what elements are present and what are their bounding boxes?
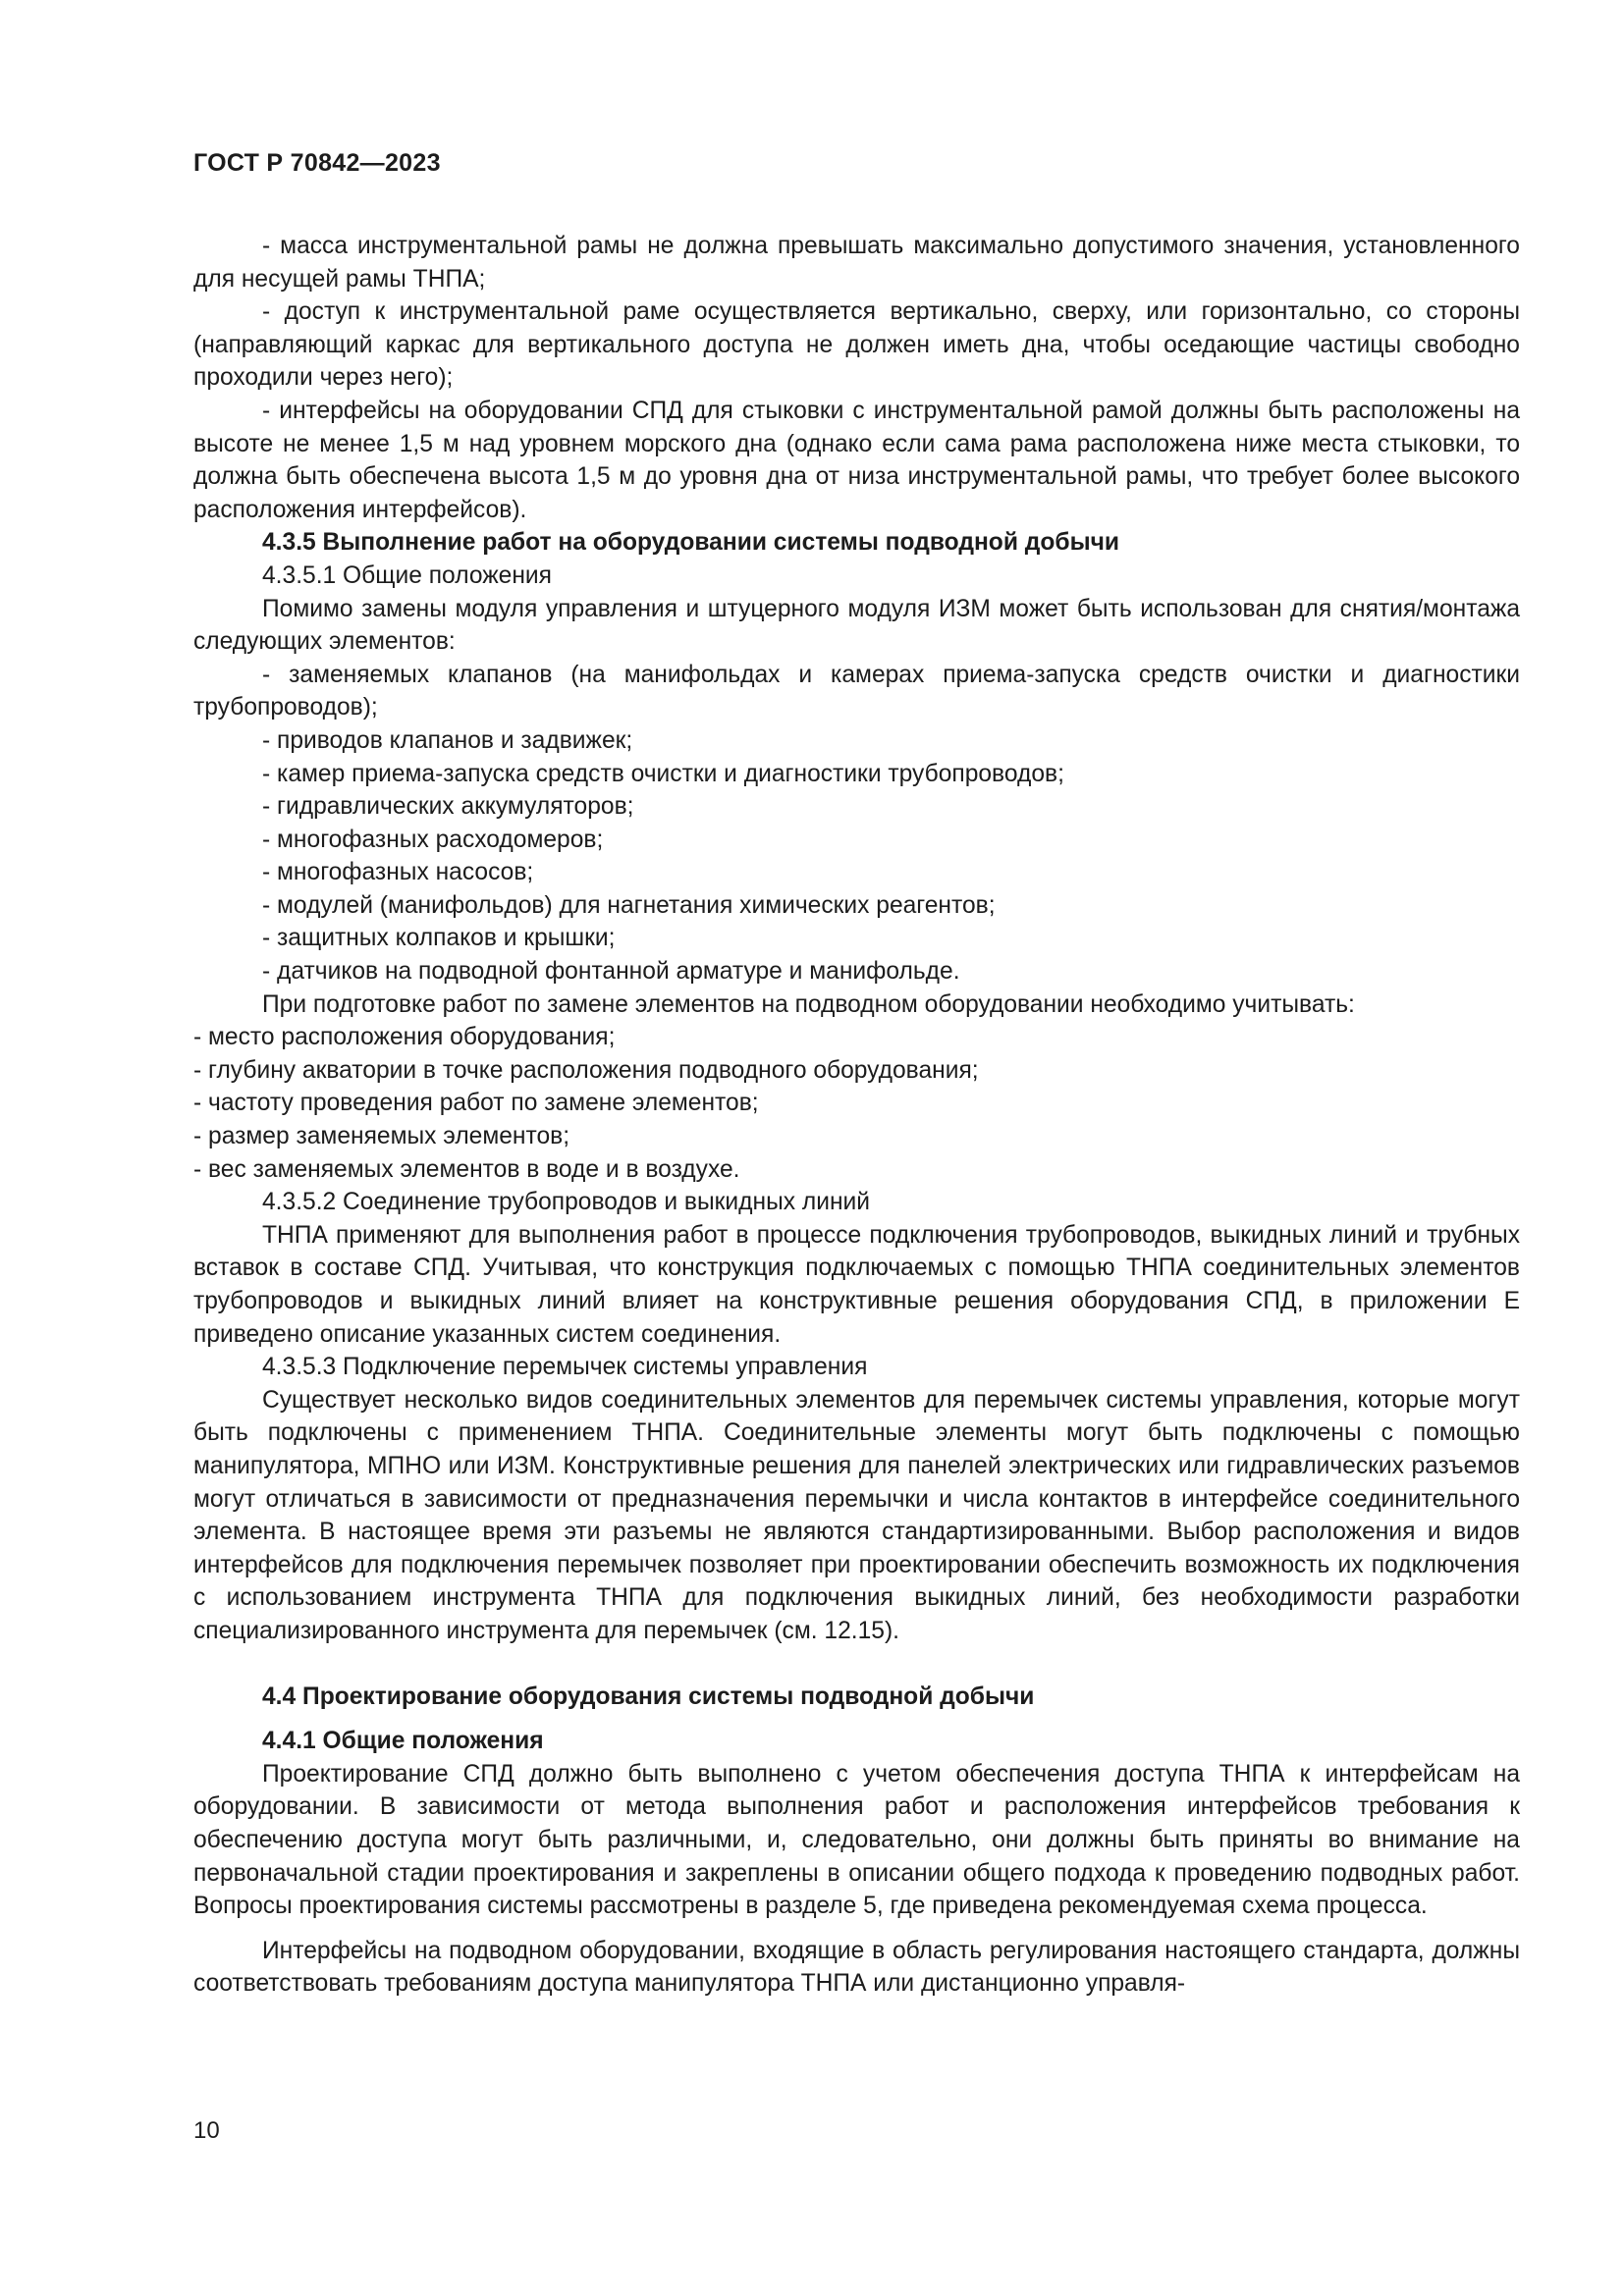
list-item: - датчиков на подводной фонтанной арматуре и манифольде.	[262, 958, 960, 986]
list-item: - гидравлических аккумуляторов;	[262, 793, 634, 821]
list-item: - многофазных насосов;	[262, 859, 534, 886]
list-item: - частоту проведения работ по замене элементов;	[193, 1090, 759, 1117]
section-heading-4-3-5: 4.3.5 Выполнение работ на оборудовании системы подводной добычи	[262, 529, 1120, 557]
list-item: - размер заменяемых элементов;	[193, 1123, 570, 1150]
list-item: - глубину акватории в точке расположения подводного оборудования;	[193, 1056, 979, 1084]
section-heading-4-4-1: 4.4.1 Общие положения	[262, 1728, 544, 1755]
document-code-header: ГОСТ Р 70842—2023	[193, 149, 441, 177]
list-item: - защитных колпаков и крышки;	[262, 925, 616, 952]
paragraph-interfaces-height: - интерфейсы на оборудовании СПД для стыковки с инструментальной рамой должны быть расположены на высоте не менее 1,5 м над уровнем морского дна (однако если сама рама расположена ниже места стыковки, то должна быть обеспечена высота 1,5 м до уровня дна от низа инструментальной рамы, что требует более высокого расположения интерфейсов).	[193, 397, 1520, 523]
list-item-valves: - заменяемых клапанов (на манифольдах и камерах приема-запуска средств очистки и диагностики трубопроводов);	[193, 661, 1520, 721]
subsection-4-3-5-2: 4.3.5.2 Соединение трубопроводов и выкидных линий	[262, 1189, 871, 1216]
list-item: - многофазных расходомеров;	[262, 826, 604, 853]
list-item: - место расположения оборудования;	[193, 1024, 616, 1051]
page-number: 10	[193, 2117, 220, 2144]
paragraph-design-access: Проектирование СПД должно быть выполнено с учетом обеспечения доступа ТНПА к интерфейсам на оборудовании. В зависимости от метода выполнения работ и расположения интерфейсов требования к обеспечению доступа могут быть различными, и, следовательно, они должны быть приняты во внимание на первоначальной стадии проектирования и закреплены в описании общего подхода к проведению подводных работ. Вопросы проектирования системы рассмотрены в разделе 5, где приведена рекомендуемая схема процесса.	[193, 1760, 1520, 1920]
list-item: - модулей (манифольдов) для нагнетания химических реагентов;	[262, 891, 996, 919]
document-body	[193, 230, 1520, 2001]
paragraph-jumper-connection: Существует несколько видов соединительных элементов для перемычек системы управления, которые могут быть подключены с применением ТНПА. Соединительные элементы могут быть подключены с помощью манипулятора, МПНО или ИЗМ. Конструктивные решения для панелей электрических или гидравлических разъемов могут отличаться в зависимости от предназначения перемычки и числа контактов в интерфейсе соединительного элемента. В настоящее время эти разъемы не являются стандартизированными. Выбор расположения и видов интерфейсов для подключения перемычек позволяет при проектировании обеспечить возможность их подключения с использованием инструмента ТНПА для подключения выкидных линий, без необходимости разработки специализированного инструмента для перемычек (см. 12.15).	[193, 1386, 1520, 1644]
subsection-4-3-5-1: 4.3.5.1 Общие положения	[262, 561, 552, 589]
paragraph-replacement-intro: Помимо замены модуля управления и штуцерного модуля ИЗМ может быть использован для снятия/монтажа следующих элементов:	[193, 595, 1520, 656]
paragraph-pipeline-connection: ТНПА применяют для выполнения работ в процессе подключения трубопроводов, выкидных линий и трубных вставок в составе СПД. Учитывая, что конструкция подключаемых с помощью ТНПА соединительных элементов трубопроводов и выкидных линий влияет на конструктивные решения оборудования СПД, в приложении Е приведено описание указанных систем соединения.	[193, 1221, 1520, 1348]
paragraph-preparation-intro: При подготовке работ по замене элементов на подводном оборудовании необходимо учитывать:	[262, 990, 1355, 1018]
list-item: - вес заменяемых элементов в воде и в воздухе.	[193, 1155, 740, 1183]
list-item: - камер приема-запуска средств очистки и диагностики трубопроводов;	[262, 760, 1064, 787]
section-heading-4-4: 4.4 Проектирование оборудования системы подводной добычи	[262, 1682, 1035, 1710]
paragraph-interfaces-requirements: Интерфейсы на подводном оборудовании, входящие в область регулирования настоящего стандарта, должны соответствовать требованиям доступа манипулятора ТНПА или дистанционно управля-	[193, 1937, 1520, 1998]
subsection-4-3-5-3: 4.3.5.3 Подключение перемычек системы управления	[262, 1354, 868, 1381]
list-item: - приводов клапанов и задвижек;	[262, 726, 633, 754]
paragraph-frame-access: - доступ к инструментальной раме осуществляется вертикально, сверху, или горизонтально, со стороны (направляющий каркас для вертикального доступа не должен иметь дна, чтобы оседающие частицы свободно проходили через него);	[193, 298, 1520, 392]
paragraph-frame-mass: - масса инструментальной рамы не должна превышать максимально допустимого значения, установленного для несущей рамы ТНПА;	[193, 233, 1520, 293]
